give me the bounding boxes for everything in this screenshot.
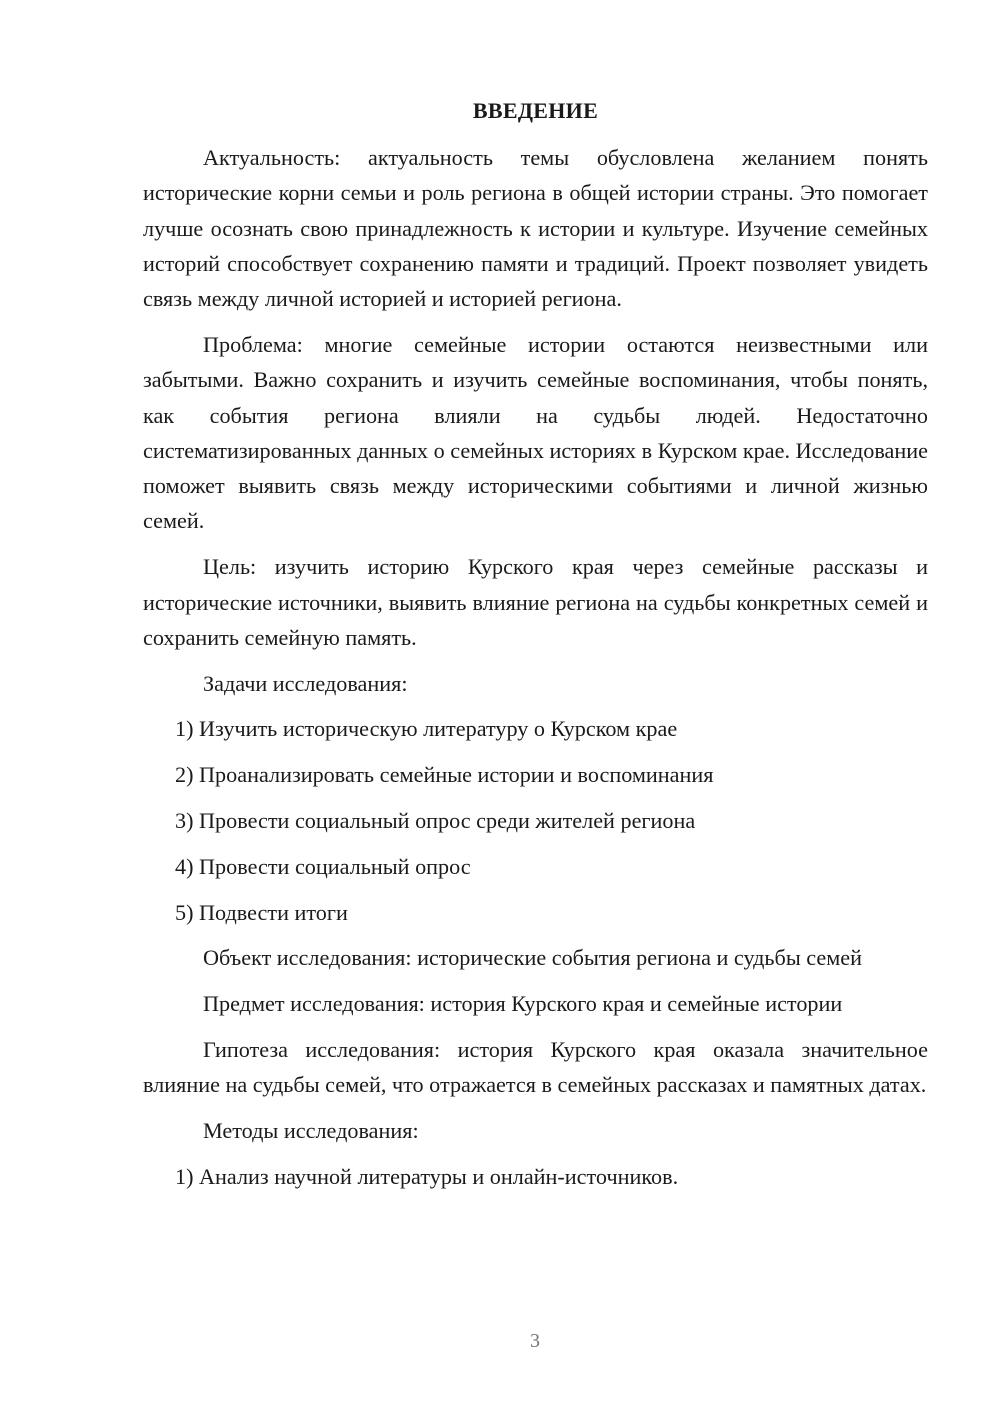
list-item: 4) Провести социальный опрос xyxy=(175,853,471,879)
object-paragraph: Объект исследования: исторические события региона и судьбы семей xyxy=(203,945,863,971)
page-title: ВВЕДЕНИЕ xyxy=(472,98,599,123)
list-item: 5) Подвести итоги xyxy=(175,899,348,925)
problem-paragraph: Проблема: многие семейные истории остаются неизвестными или забытыми. Важно сохранить и изучить семейные воспоминания, чтобы понять, как события региона влияли на судьбы людей. Недостаточно систематизированных данных о семейных историях в Курском крае. Исследование поможет выявить связь между историческими событиями и личной жизнью семей. xyxy=(143,331,928,534)
methods-heading: Методы исследования: xyxy=(203,1118,419,1144)
list-item: 1) Изучить историческую литературу о Курском крае xyxy=(175,716,678,742)
methods-list xyxy=(143,1159,928,1194)
subject-paragraph: Предмет исследования: история Курского края и семейные истории xyxy=(203,991,843,1017)
document-body xyxy=(143,140,928,1205)
hypothesis-paragraph: Гипотеза исследования: история Курского края оказала значительное влияние на судьбы семей, что отражается в семейных рассказах и памятных датах. xyxy=(143,1037,928,1098)
tasks-heading: Задачи исследования: xyxy=(203,670,408,696)
list-item: 1) Анализ научной литературы и онлайн-источников. xyxy=(175,1163,679,1189)
goal-paragraph: Цель: изучить историю Курского края через семейные рассказы и исторические источники, выявить влияние региона на судьбы конкретных семей и сохранить семейную память. xyxy=(143,554,928,650)
list-item: 3) Провести социальный опрос среди жителей региона xyxy=(175,808,696,834)
tasks-list xyxy=(143,711,928,929)
page-number: 3 xyxy=(530,1330,540,1352)
relevance-paragraph: Актуальность: актуальность темы обусловлена желанием понять исторические корни семьи и роль региона в общей истории страны. Это помогает лучше осознать свою принадлежность к истории и культуре. Изучение семейных историй способствует сохранению памяти и традиций. Проект позволяет увидеть связь между личной историей и историей региона. xyxy=(143,145,928,312)
list-item: 2) Проанализировать семейные истории и воспоминания xyxy=(175,762,714,788)
